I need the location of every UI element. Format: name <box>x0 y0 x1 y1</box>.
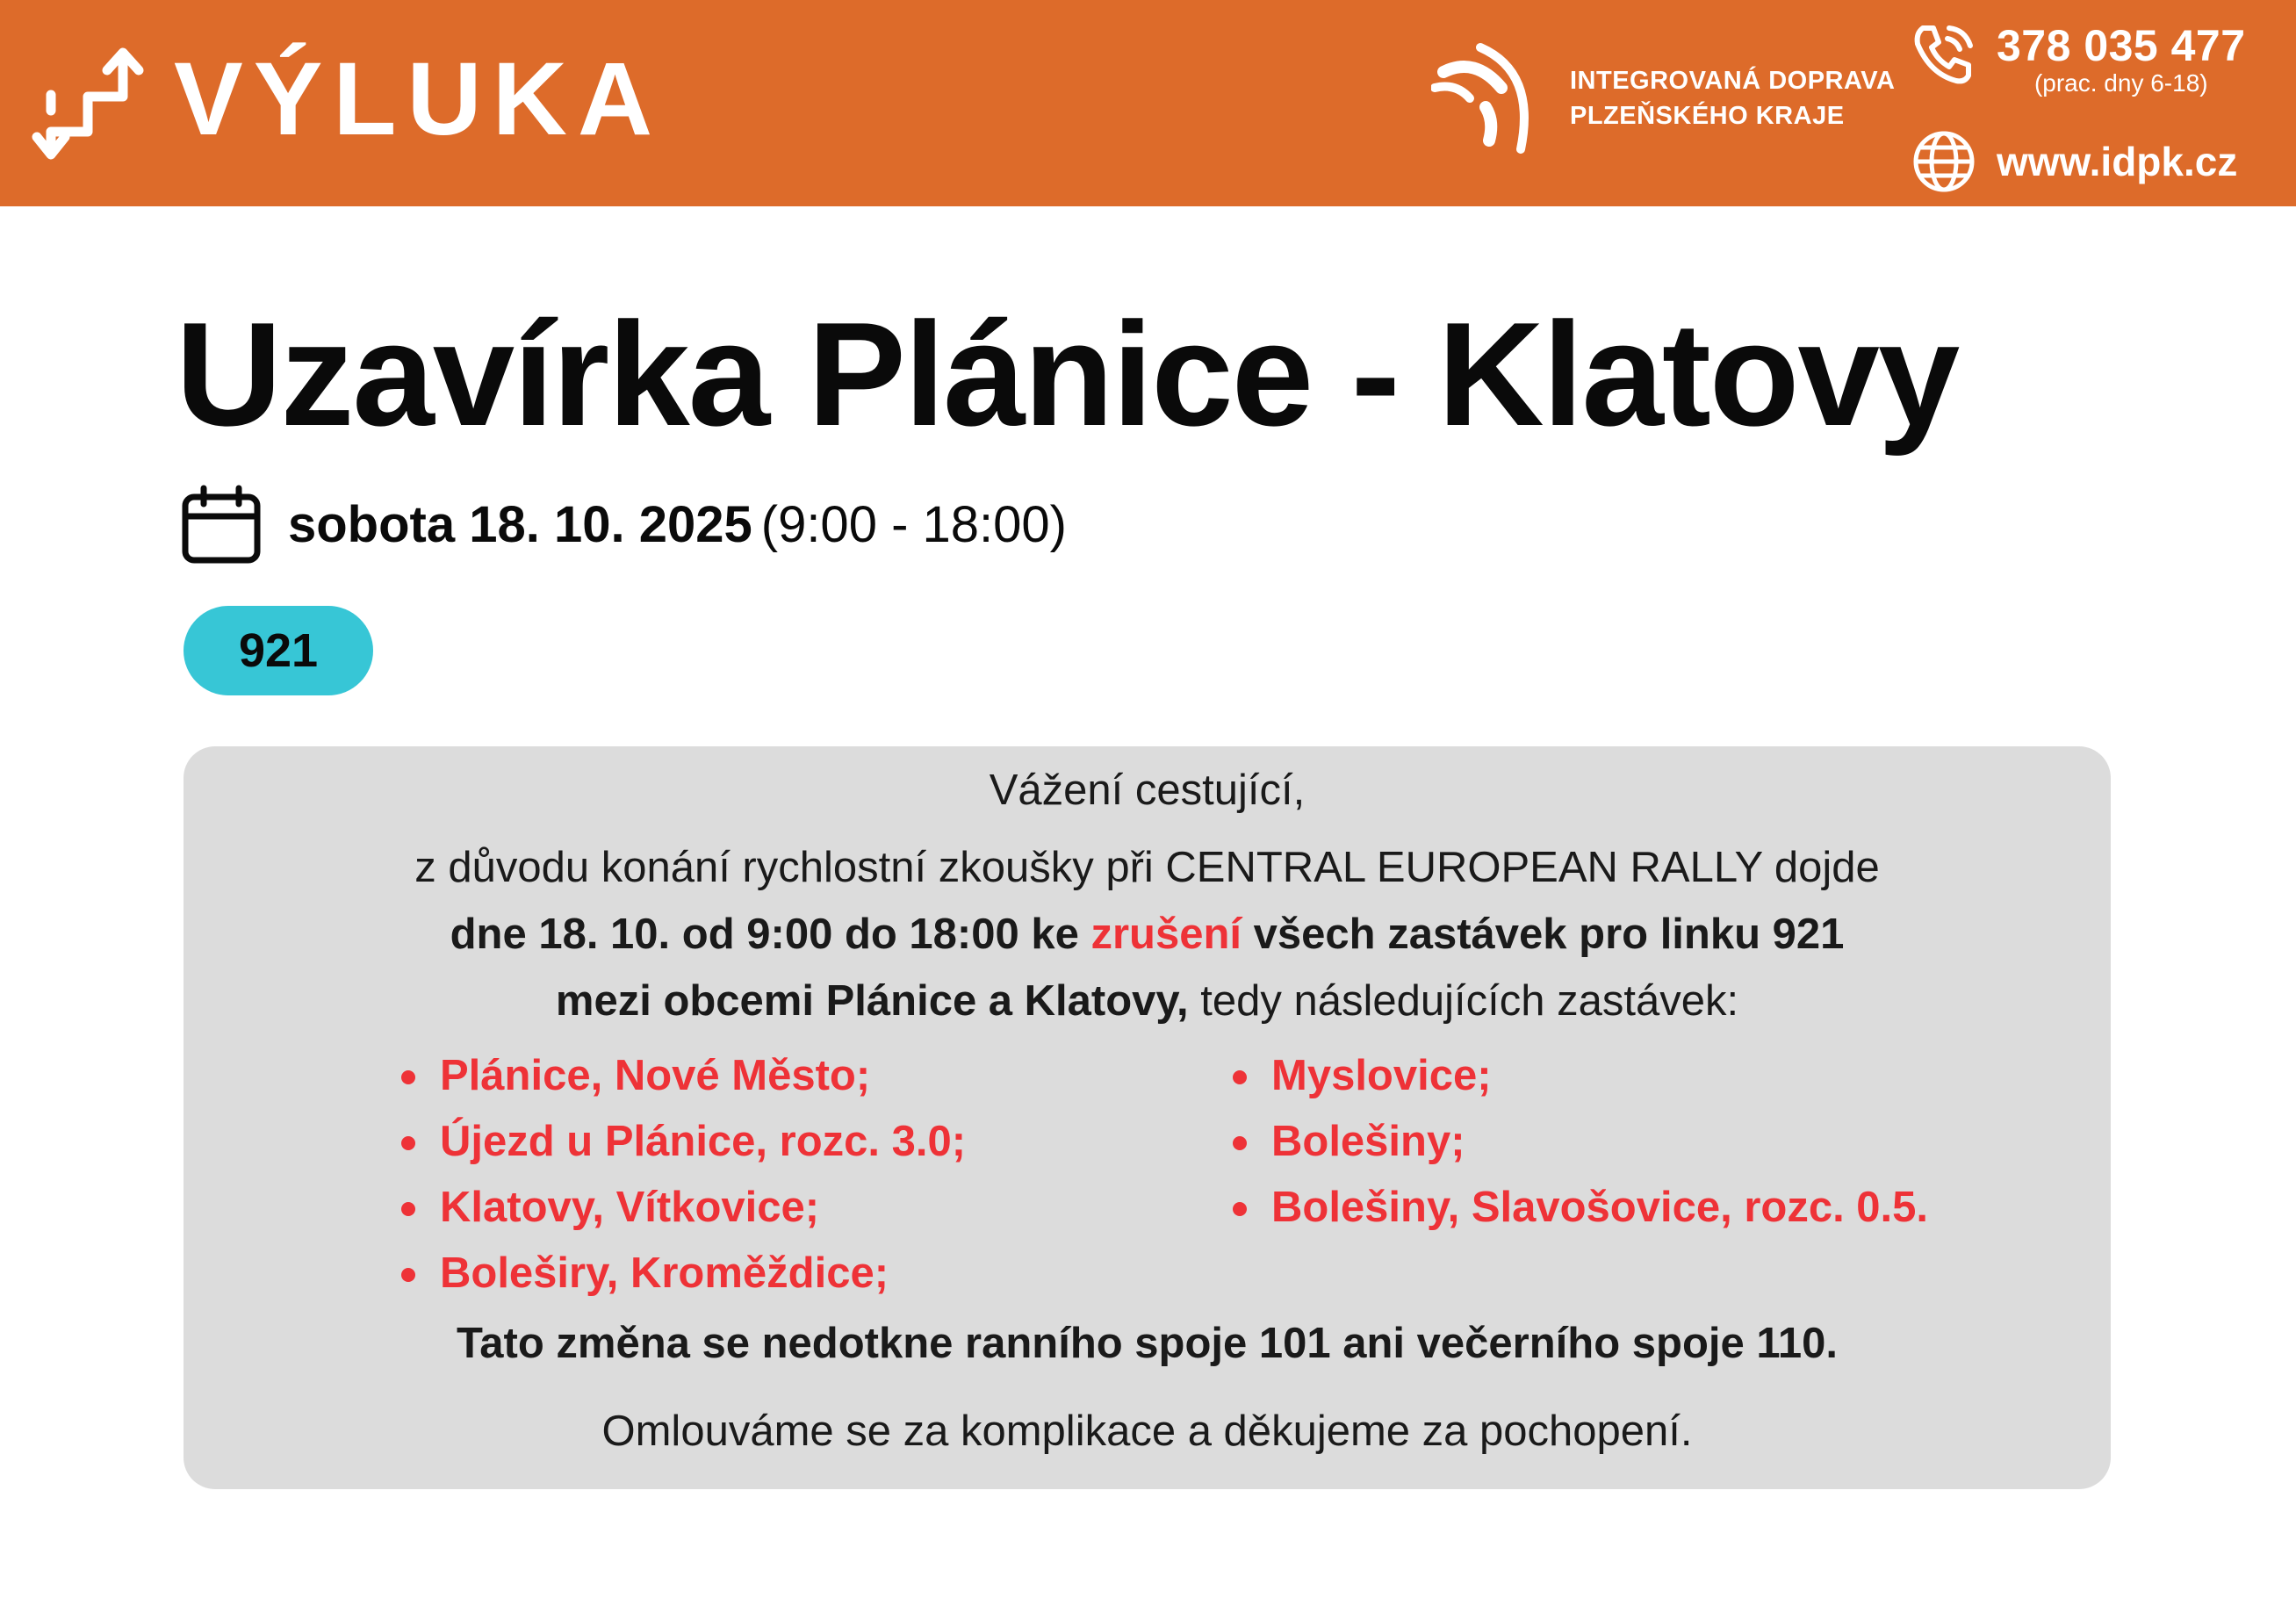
notice-line-3-bold: mezi obcemi Plánice a Klatovy, <box>555 977 1189 1025</box>
brand <box>32 33 663 165</box>
list-item: Bolešiny, Slavošovice, rozc. 0.5. <box>1227 1175 1928 1241</box>
notice-greeting: Vážení cestující, <box>989 767 1306 814</box>
organization <box>1431 37 1895 160</box>
detour-arrows-icon <box>32 33 148 165</box>
contact-info <box>1911 21 2279 195</box>
notice-cancel-highlight: zrušení <box>1090 911 1242 958</box>
list-item: Újezd u Plánice, rozc. 3.0; <box>396 1109 966 1175</box>
phone-row <box>1911 21 2279 97</box>
notice-line-2 <box>184 910 2111 959</box>
line-badge: 921 <box>184 606 373 695</box>
phone-number[interactable]: 378 035 477 <box>1997 21 2246 70</box>
calendar-icon <box>181 485 262 564</box>
list-item: Myslovice; <box>1227 1043 1928 1109</box>
notice-line-3-rest: tedy následujících zastávek: <box>1188 977 1739 1025</box>
list-item: Bolešiny; <box>1227 1109 1928 1175</box>
list-item: Boleširy, Kroměždice; <box>396 1241 966 1307</box>
date-row <box>181 485 1067 564</box>
phone-block <box>1997 21 2246 97</box>
idpk-logo-icon <box>1431 37 1545 160</box>
globe-icon <box>1911 128 1977 195</box>
date-time: (9:00 - 18:00) <box>760 495 1067 553</box>
website-link[interactable]: www.idpk.cz <box>1997 139 2238 184</box>
notice-apology: Omlouváme se za komplikace a děkujeme za pochopení. <box>601 1408 1693 1455</box>
notice-line-2-start: dne 18. 10. od 9:00 do 18:00 ke <box>450 911 1091 958</box>
date-day: sobota 18. 10. 2025 <box>288 495 752 553</box>
list-item: Klatovy, Vítkovice; <box>396 1175 966 1241</box>
brand-title: VÝLUKA <box>174 41 664 157</box>
organization-name <box>1570 63 1895 133</box>
stops-list-right <box>1227 1043 1928 1241</box>
header-bar <box>0 0 2296 206</box>
notice-box <box>184 746 2111 1489</box>
web-row <box>1911 128 2279 195</box>
stops-list-left <box>396 1043 966 1307</box>
notice-line-1: z důvodu konání rychlostní zkoušky při CENTRAL EUROPEAN RALLY dojde <box>414 844 1880 891</box>
organization-line-1: INTEGROVANÁ DOPRAVA <box>1570 67 1896 95</box>
notice-line-3 <box>184 976 2111 1026</box>
phone-icon <box>1911 21 1977 88</box>
page-title: Uzavírka Plánice - Klatovy <box>176 292 1959 457</box>
organization-line-2: PLZEŇSKÉHO KRAJE <box>1570 102 1845 130</box>
list-item: Plánice, Nové Město; <box>396 1043 966 1109</box>
notice-line-2-end: všech zastávek pro linku 921 <box>1242 911 1845 958</box>
notice-exception: Tato změna se nedotkne ranního spoje 101 ani večerního spoje 110. <box>456 1320 1839 1367</box>
phone-hours: (prac. dny 6-18) <box>2033 69 2208 97</box>
